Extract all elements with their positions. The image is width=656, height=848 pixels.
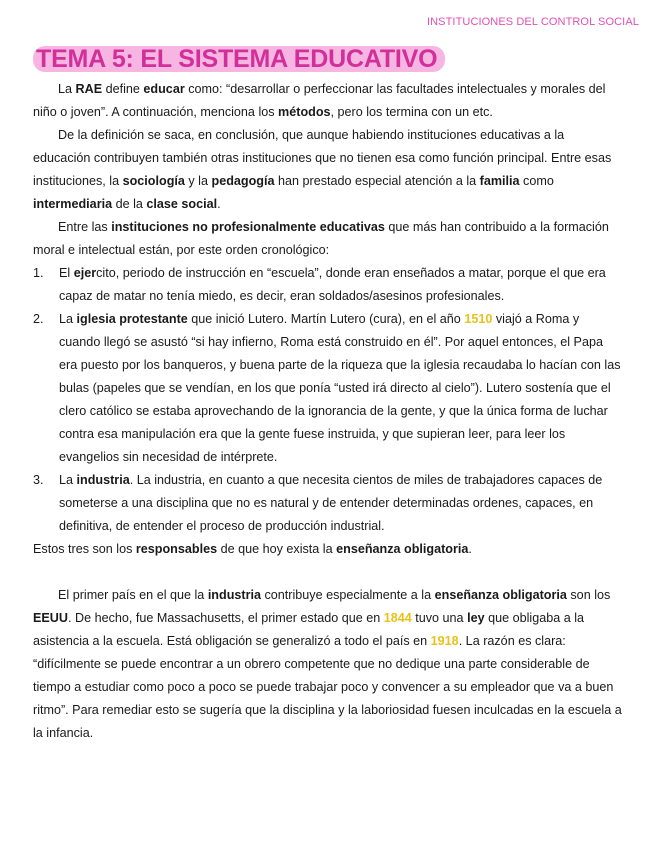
document-body — [33, 78, 623, 745]
paragraph-conclusion: De la definición se saca, en conclusión, que aunque habiendo instituciones educativas a la educación contribuyen también otras instituciones que no tienen esa como función principal. Entre esas instituciones, la sociología y la pedagogía han prestado especial atención a la familia como intermediaria de la clase social. — [33, 128, 612, 211]
paragraph-responsables: Estos tres son los responsables de que hoy exista la enseñanza obligatoria. — [33, 542, 472, 556]
list-item: 1. El ejercito, periodo de instrucción en “escuela”, donde eran enseñados a matar, porque el que era capaz de matar no tenía miedo, es decir, eran soldados/asesinos profesionales. — [33, 266, 606, 303]
paragraph-institutions: Entre las instituciones no profesionalmente educativas que más han contribuido a la formación moral e intelectual están, por este orden cronológico: — [33, 220, 609, 257]
list-item: 2. La iglesia protestante que inició Lutero. Martín Lutero (cura), en el año 1510 viajó a Roma y cuando llegó se asustó “si hay infierno, Roma está construido en él”. Por aquel entonces, el Papa era puesto por los banqueros, y buena parte de la riqueza que la iglesia recaudaba lo hacían con las bulas (papeles que se vendían, en los que ponía “usted irá directo al cielo”). Lutero sostenía que el clero católico se estaba aprovechando de la ignorancia de la gente, y que la única forma de luchar contra esa manipulación era que la gente fuese instruida, y que supieran leer, para leer los evangelios sin necesidad de intérprete. — [33, 312, 621, 464]
running-header: INSTITUCIONES DEL CONTROL SOCIAL — [426, 16, 639, 28]
list-item: 3. La industria. La industria, en cuanto a que necesita cientos de miles de trabajadores capaces de someterse a una disciplina que no es natural y de entender determinadas ordenes, capaces, en definitiva, de entender el proceso de producción industrial. — [33, 473, 603, 533]
year-highlight: 1844 — [383, 611, 412, 625]
paragraph-definition: La RAE define educar como: “desarrollar o perfeccionar las facultades intelectuales y morales del niño o joven”. A continuación, menciona los métodos, pero los termina con un etc. — [33, 82, 606, 119]
paragraph-eeuu: El primer país en el que la industria contribuye especialmente a la enseñanza obligatoria son los EEUU. De hecho, fue Massachusetts, el primer estado que en 1844 tuvo una ley que obligaba a la asistencia a la escuela. Está obligación se generalizó a todo el país en 1918. La razón es clara: “difícilmente se puede encontrar a un obrero competente que no dedique una parte considerable de tiempo a estudiar como poco a poco se puede trabajar poco y convencer a su empleador que va a buen ritmo”. Para remediar esto se sugería que la disciplina y la laboriosidad fuesen inculcadas en la escuela a la infancia. — [33, 588, 622, 740]
institutions-list — [33, 262, 623, 538]
year-highlight: 1918 — [430, 634, 459, 648]
title-block — [33, 46, 445, 72]
year-highlight: 1510 — [464, 312, 493, 326]
page-title: TEMA 5: EL SISTEMA EDUCATIVO — [33, 46, 445, 72]
